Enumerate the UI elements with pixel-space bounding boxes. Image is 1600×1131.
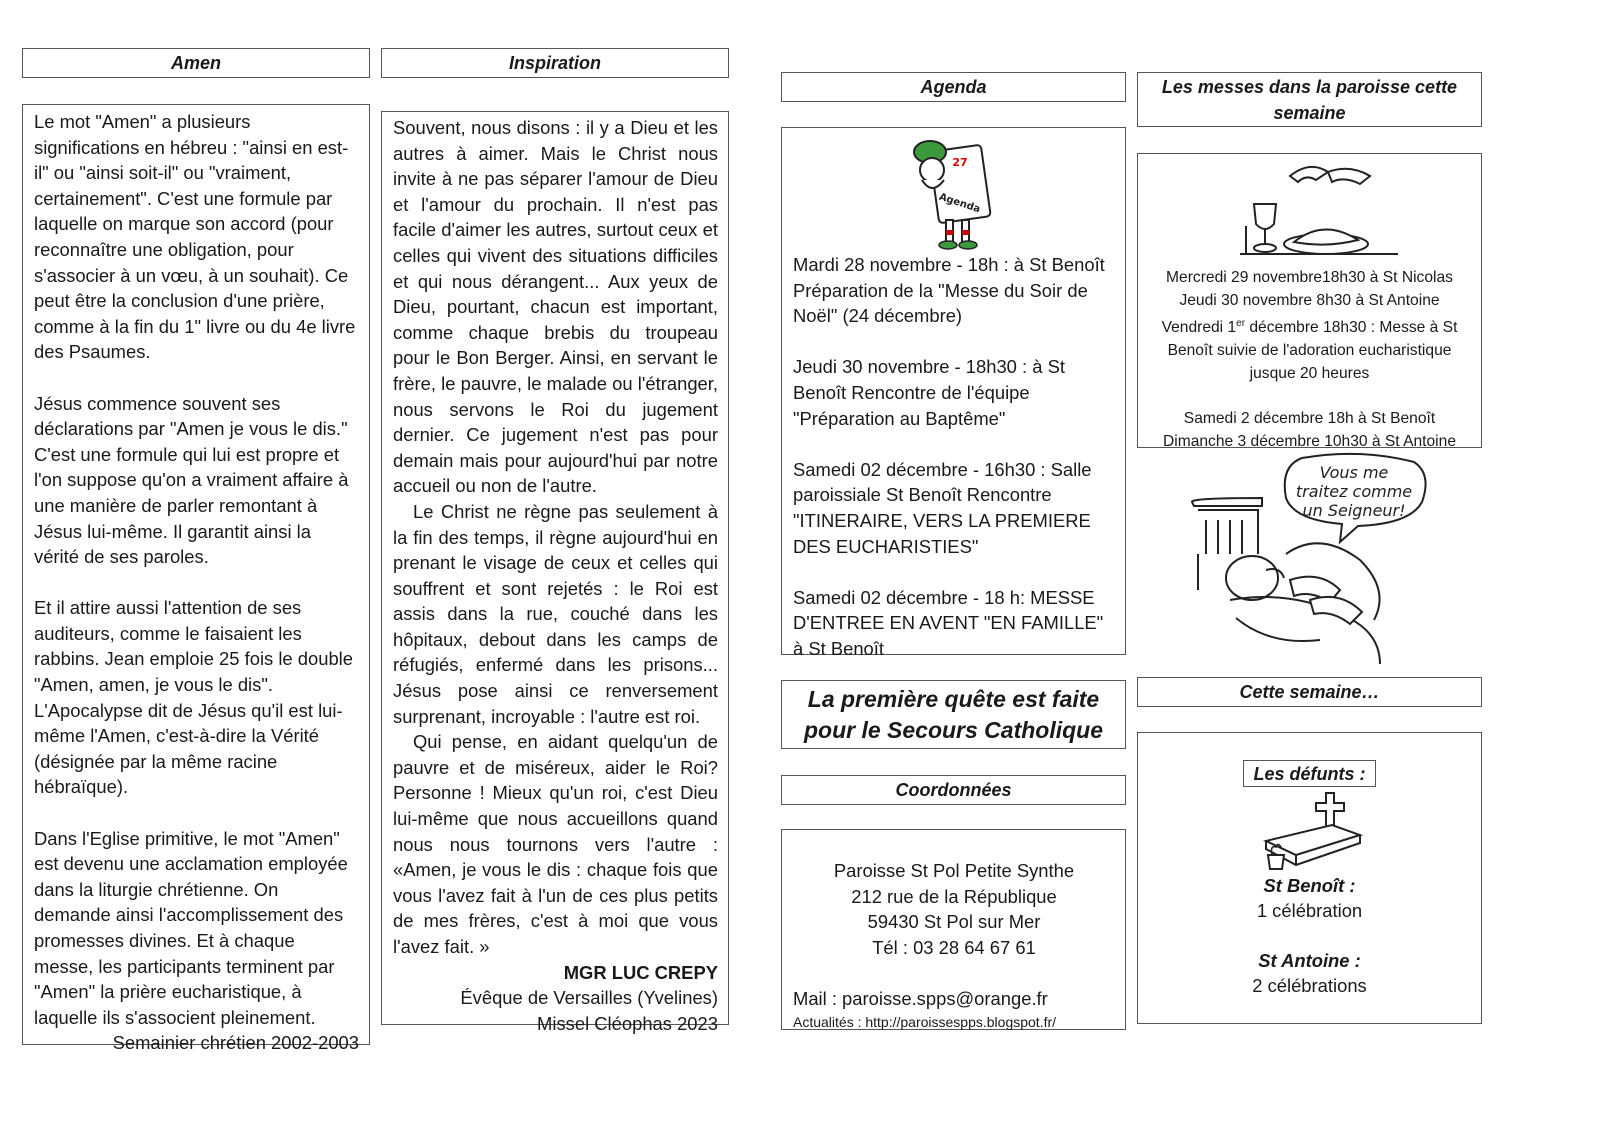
messes-illustration <box>1138 154 1481 264</box>
messes-line-5: Dimanche 3 décembre 10h30 à St Antoine <box>1162 433 1456 451</box>
coordonnees-title: Coordonnées <box>895 780 1012 800</box>
coordonnees-body <box>781 829 1126 1030</box>
inspiration-author-role: Évêque de Versailles (Yvelines) <box>460 987 718 1009</box>
inspiration-body <box>381 111 729 1034</box>
coordonnees-phone: Tél : 03 28 64 67 61 <box>872 936 1036 958</box>
inspiration-title: Inspiration <box>508 53 601 73</box>
defunts-label-box <box>1243 760 1376 787</box>
chalice-bread-icon <box>1220 154 1400 264</box>
semaine-benoit-label: St Benoît : <box>1263 875 1356 896</box>
cartoon-illustration <box>1190 450 1435 672</box>
agenda-header <box>781 72 1126 102</box>
defunts-title: Les défunts : <box>1253 763 1366 784</box>
quete-line-1: La première quête est faite <box>807 685 1100 712</box>
semaine-benoit-value: 1 célébration <box>1256 900 1363 921</box>
agenda-title: Agenda <box>920 77 987 97</box>
semaine-antoine-label: St Antoine : <box>1258 950 1361 971</box>
agenda-image-date: 27 <box>952 156 968 169</box>
quete-box <box>781 680 1126 749</box>
coordonnees-news-link[interactable]: Actualités : http://paroissespps.blogspot.fr/ <box>793 1013 1057 1030</box>
coordonnees-city: 59430 St Pol sur Mer <box>867 911 1041 933</box>
amen-paragraph-2: Jésus commence souvent ses déclarations par "Amen je vous le dis." C'est une formule qui lui est propre et l'on suppose qu'on a vraiment affaire à une manière de parler remontant à Jésus lui-même. Il garantit ainsi la vérité de ses paroles. <box>34 392 349 568</box>
messes-line-3: Vendredi 1er décembre 18h30 : Messe à St Benoît suivie de l'adoration eucharistique jusque 20 heures <box>1161 318 1458 383</box>
cartoon-line-2: traitez comme <box>1295 482 1413 501</box>
inspiration-paragraph-2: Le Christ ne règne pas seulement à la fin des temps, il règne aujourd'hui en prenant le visage de ceux et celles qui souffrent et sont rejetés : le Roi est assis dans la rue, couché dans les hôpitaux, debout dans les camps de réfugiés, enfermé dans les prisons... Jésus pose ainsi ce renversement surprenant, incroyable : l'autre est roi. <box>393 500 718 727</box>
messes-header <box>1137 72 1482 127</box>
agenda-image-label: Agenda <box>937 191 982 216</box>
quete-line-2: pour le Secours Catholique <box>803 716 1104 743</box>
defunts-illustration <box>1256 789 1366 873</box>
inspiration-source: Missel Cléophas 2023 <box>537 1012 718 1034</box>
messes-line-2: Jeudi 30 novembre 8h30 à St Antoine <box>1179 292 1440 309</box>
semaine-antoine-value: 2 célébrations <box>1252 975 1367 996</box>
patient-cartoon-icon <box>1190 450 1435 672</box>
semaine-header <box>1137 677 1482 707</box>
agenda-character-icon <box>904 130 1004 252</box>
messes-line-1: Mercredi 29 novembre18h30 à St Nicolas <box>1166 269 1453 286</box>
coordonnees-mail[interactable]: Mail : paroisse.spps@orange.fr <box>793 987 1048 1009</box>
inspiration-header <box>381 48 729 78</box>
amen-title: Amen <box>170 53 221 73</box>
grave-cross-icon <box>1256 789 1366 873</box>
cartoon-line-1: Vous me <box>1319 463 1389 482</box>
agenda-event-4: Samedi 02 décembre - 18 h: MESSE D'ENTREE EN AVENT "EN FAMILLE" à St Benoît <box>793 586 1104 659</box>
messes-title: Les messes dans la paroisse cette semaine <box>1161 76 1458 123</box>
amen-source: Semainier chrétien 2002-2003 <box>112 1032 359 1054</box>
inspiration-paragraph-3: Qui pense, en aidant quelqu'un de pauvre et de miséreux, aider le Roi? Personne ! Mieux qu'un roi, c'est Dieu lui-même que nous accueillons quand nous nous tournons vers l'autre : «Amen, je vous le dis : chaque fois que vous l'avez fait à l'un de ces plus petits de mes frères, c'est à moi que vous l'avez fait. » <box>393 731 718 957</box>
coordonnees-header <box>781 775 1126 805</box>
amen-paragraph-4: Dans l'Eglise primitive, le mot "Amen" est devenu une acclamation employée dans la liturgie chrétienne. On demande ainsi l'accomplissement des promesses divines. Et à chaque messe, les participants terminent par "Amen" la prière eucharistique, à laquelle ils s'associent pleinement. <box>34 827 348 1028</box>
semaine-body <box>1137 732 1482 1024</box>
amen-paragraph-1: Le mot "Amen" a plusieurs significations en hébreu : "ainsi en est-il" ou "ainsi soit-il" ou "vraiment, certainement". C'est une formule par laquelle on marque son accord (pour reconnaître une obligation, pour s'associer à un vœu, à un souhait). Ce peut être la conclusion d'une prière, comme à la fin du 1" livre ou du 4e livre des Psaumes. <box>34 111 356 363</box>
agenda-event-2: Jeudi 30 novembre - 18h30 : à St Benoît Rencontre de l'équipe "Préparation au Baptême" <box>793 356 1065 429</box>
agenda-event-1: Mardi 28 novembre - 18h : à St Benoît Préparation de la "Messe du Soir de Noël" (24 décembre) <box>793 254 1105 327</box>
messes-body <box>1137 153 1482 451</box>
messes-line-4: Samedi 2 décembre 18h à St Benoît <box>1183 410 1436 428</box>
inspiration-author: MGR LUC CREPY <box>563 961 718 983</box>
coordonnees-name: Paroisse St Pol Petite Synthe <box>833 860 1075 881</box>
agenda-event-3: Samedi 02 décembre - 16h30 : Salle paroissiale St Benoît Rencontre "ITINERAIRE, VERS LA PREMIERE DES EUCHARISTIES" <box>793 458 1092 557</box>
inspiration-paragraph-1: Souvent, nous disons : il y a Dieu et les autres à aimer. Mais le Christ nous invite à ne pas séparer l'amour de Dieu et l'amour du prochain. Il n'est pas facile d'aimer les autres, surtout ceux et celles qui vivent des situations difficiles et qui nous dérangent... Aux yeux de Dieu, pourtant, chacun est important, comme chaque brebis du troupeau pour le Bon Berger. Ainsi, en servant le frère, le pauvre, le malade ou l'étranger, nous servons le Roi du jugement dernier. Ce jugement n'est pas pour demain mais pour aujourd'hui par notre accueil ou non de l'autre. <box>393 117 718 497</box>
semaine-title: Cette semaine… <box>1239 682 1380 702</box>
coordonnees-street: 212 rue de la République <box>851 885 1057 907</box>
amen-paragraph-3: Et il attire aussi l'attention de ses auditeurs, comme le faisaient les rabbins. Jean emploie 25 fois le double "Amen, amen, je vous le dis". L'Apocalypse dit de Jésus qu'il est lui-même l'Amen, c'est-à-dire la Vérité (désignée par la même racine hébraïque). <box>34 597 353 798</box>
amen-header <box>22 48 370 78</box>
cartoon-line-3: un Seigneur! <box>1302 501 1406 520</box>
agenda-illustration <box>793 130 1115 252</box>
amen-body <box>22 104 370 1054</box>
agenda-body <box>781 127 1126 659</box>
